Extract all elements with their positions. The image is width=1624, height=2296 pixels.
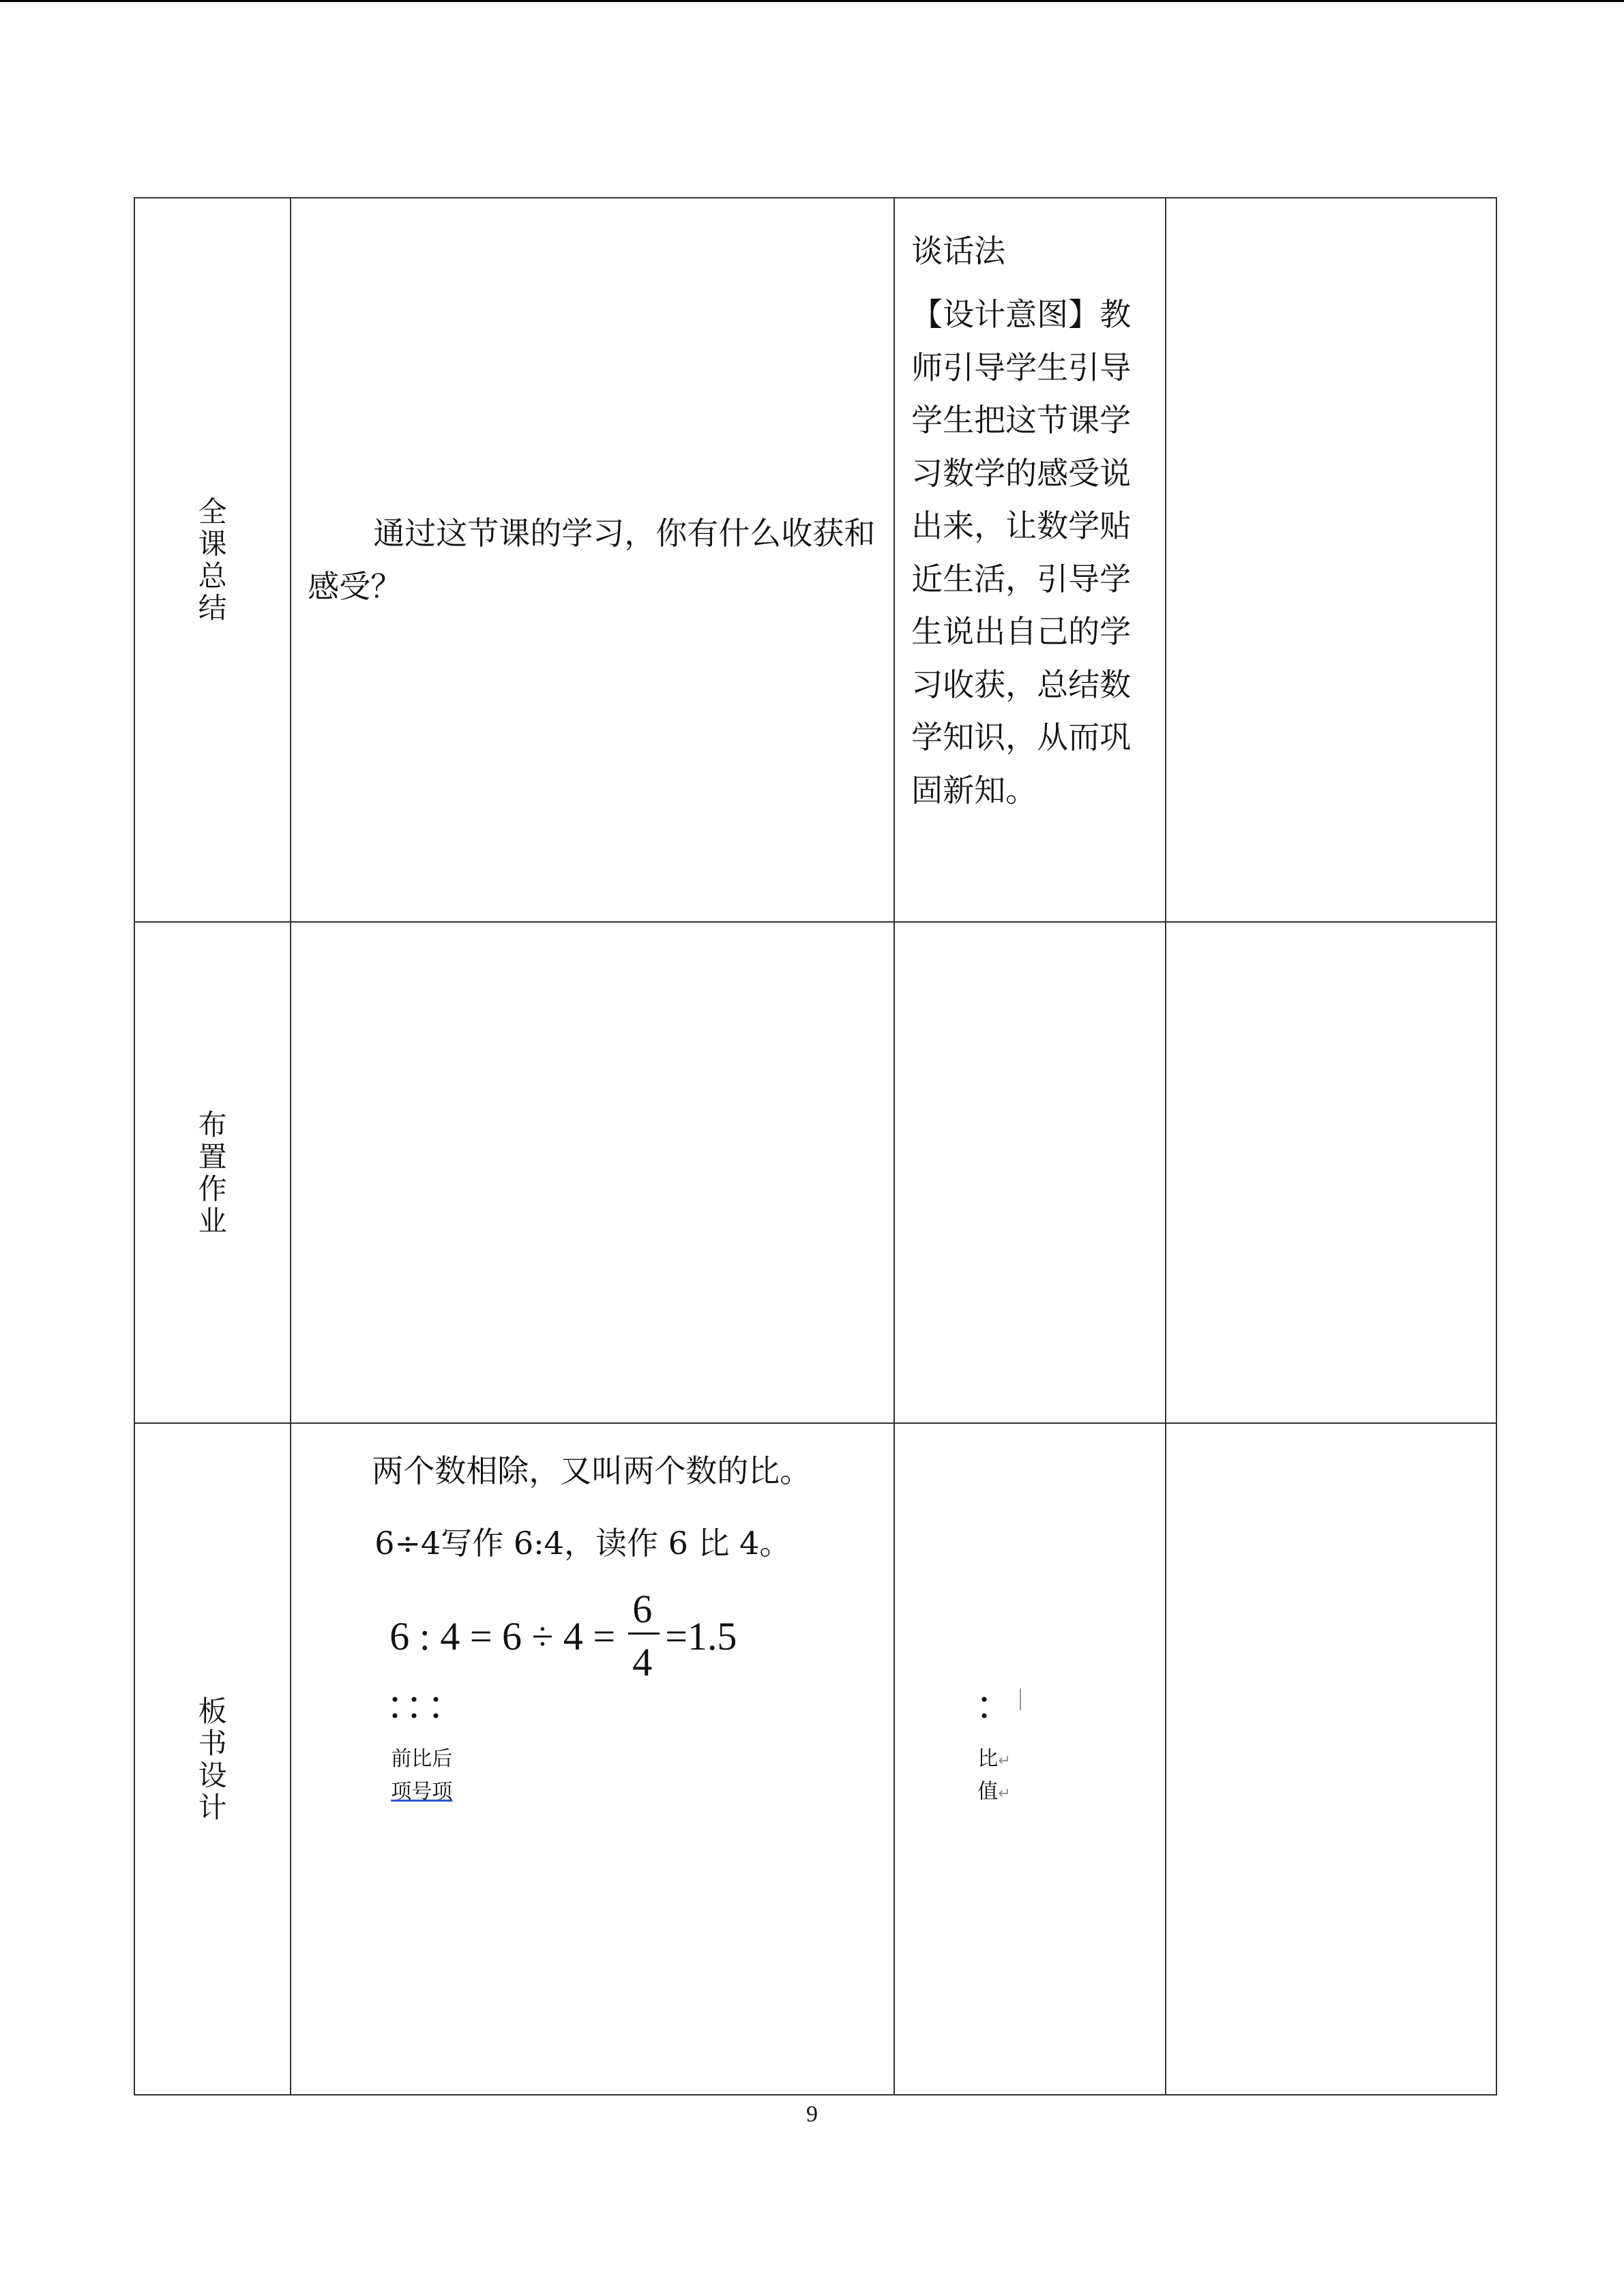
ratio-value-label-top: 比 <box>977 1747 999 1771</box>
ratio-definition: 两个数相除，又叫两个数的比。 <box>372 1452 812 1489</box>
lesson-plan-table <box>134 197 1497 2096</box>
method-title: 谈话法 <box>911 233 1006 269</box>
row-label-summary: 全课总结 <box>198 495 227 625</box>
pointer-dot-icon <box>411 1691 417 1729</box>
table-row-summary <box>134 198 1496 922</box>
fraction-bar <box>628 1632 660 1635</box>
formula-left: 6 : 4 = 6 ÷ 4 = <box>389 1614 616 1658</box>
pointer-dot-icon <box>981 1691 987 1729</box>
term-label-top: 前比后 <box>391 1747 453 1771</box>
notes-cell <box>1166 198 1496 922</box>
pointer-dots <box>391 1688 894 1743</box>
row-label-cell <box>134 198 291 922</box>
row-label-cell <box>134 922 291 1423</box>
summary-question: 通过这节课的学习，你有什么收获和感受？ <box>308 515 876 605</box>
term-labels <box>391 1743 1011 1811</box>
notes-cell <box>1166 1423 1496 2095</box>
fraction-denominator: 4 <box>632 1640 653 1684</box>
page-number: 9 <box>806 2102 818 2127</box>
table-row-homework <box>134 922 1496 1423</box>
fraction-numerator: 6 <box>632 1587 653 1631</box>
board-design-cell <box>291 1423 1011 2095</box>
content-cell <box>291 198 894 922</box>
ratio-reading: 6÷4写作 6:4，读作 6 比 4。 <box>374 1525 791 1562</box>
method-cell <box>894 922 1166 1423</box>
notes-cell <box>1166 922 1496 1423</box>
pointer-dot-icon <box>392 1691 398 1729</box>
row-label-cell <box>134 1423 291 2095</box>
text-cursor-icon <box>1020 1688 1021 1710</box>
method-cell <box>894 1423 1166 2095</box>
design-intent-text: 【设计意图】教师引导学生引导学生把这节课学习数学的感受说出来，让数学贴近生活，引导学生说出自己的学习收获，总结数学知识，从而巩固新知。 <box>911 296 1132 809</box>
formula-right: =1.5 <box>665 1614 737 1658</box>
paragraph-mark-icon: ↵ <box>998 1785 1011 1802</box>
method-cell <box>894 198 1166 922</box>
term-label-bottom: 项号项 <box>391 1780 453 1804</box>
content-cell <box>291 922 894 1423</box>
pointer-dot-icon <box>433 1691 439 1729</box>
paragraph-mark-icon: ↵ <box>998 1753 1011 1770</box>
table-row-board <box>134 1423 1496 2095</box>
ratio-formula <box>389 1586 894 1688</box>
top-border-line <box>0 0 1624 2</box>
row-label-homework: 布置作业 <box>198 1107 227 1238</box>
row-label-board: 板书设计 <box>198 1694 227 1824</box>
ratio-value-label-bottom: 值 <box>977 1780 999 1804</box>
